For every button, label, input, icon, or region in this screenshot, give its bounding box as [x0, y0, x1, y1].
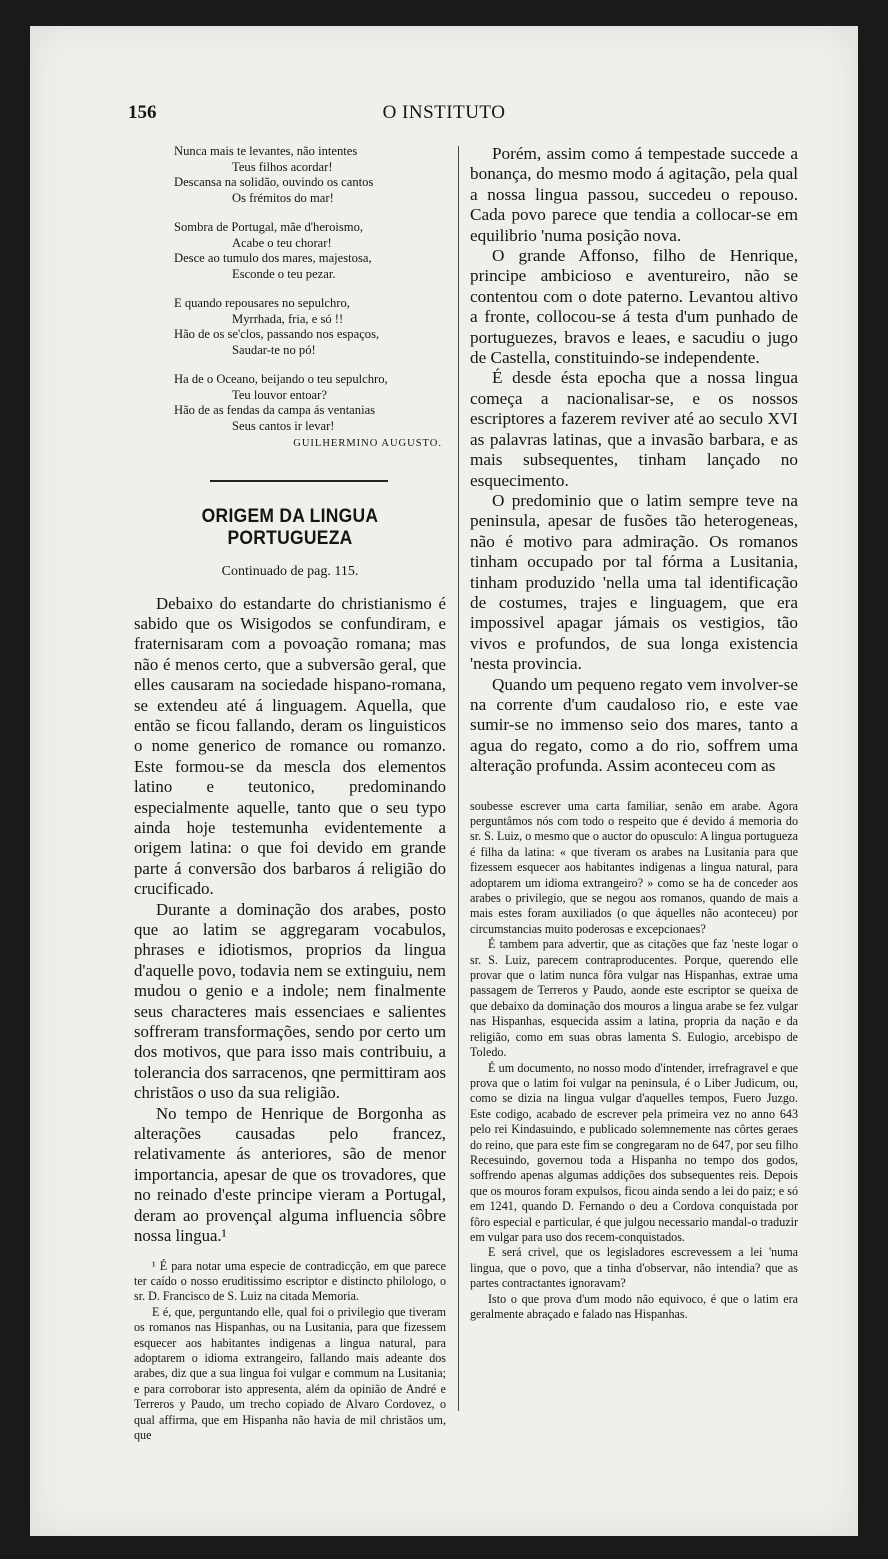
footnote: É um documento, no nosso modo d'intender, irrefragravel e que prova que o latim foi vulgar na peninsula, é o Liber Judicum, ou, como se dizia na lingua vulgar d'aquelles tempos, Fuero Juzgo. Este codigo, acabado de escrever pela primeira vez no anno 643 pelo rei Kindasuindo, e publicado solemnemente nas côrtes geraes do reino, que para este fim se congregaram no de 647, por seu filho Recesuindo, governou toda a Hispanha no tempo dos godos, soffrendo apenas algumas addições dos subsequentes reis. Depois que os mouros foram expulsos, ficou ainda sendo a lei do paiz; e só em 1241, quando D. Fernando o deu a Cordova conquistada por fôro especial e particular, é que julgou necessario mandal-o traduzir em vulgar para uso dos recem-conquistados. — [470, 1060, 798, 1244]
paragraph: Porém, assim como á tempestade succede a bonança, do mesmo modo á agitação, pela qual a nossa lingua passou, succedeu o repouso. Cada povo parece que tendia a collocar-se em equilibrio 'numa posição nova. — [470, 144, 798, 245]
article-subtitle: Continuado de pag. 115. — [221, 563, 359, 579]
paragraph: Durante a dominação dos arabes, posto que ao latim se aggregaram vocabulos, phrases e idiotismos, proprios da lingua d'aquelle povo, todavia nem se extinguiu, nem mudou o genio e a indole; nem finalmente seus characteres mais essenciaes e salientes soffreram transformações, sendo por certo um dos motivos, que para isso mais contribuiu, a tolerancia dos sarracenos, qne permittiram aos christãos o uso da sua religião. — [134, 899, 446, 1103]
footnote: É tambem para advertir, que as citações que faz 'neste logar o sr. S. Luiz, parecem contraproducentes. Porque, querendo elle provar que o latim nunca fôra vulgar nas Hispanhas, extrae uma passagem de Terreros y Paudo, aonde este escriptor se queixa de que debaixo da dominação dos mouros a lingua arabe se fez vulgar nas Hispanhas, esquecida assim a latina, propria da nação e da religião, como em suas obras lamenta S. Eulogio, arcebispo de Toledo. — [470, 937, 798, 1060]
poem-line: Hão de os se'clos, passando nos espaços, — [174, 327, 380, 341]
paragraph: No tempo de Henrique de Borgonha as alterações causadas pelo francez, relativamente ás anteriores, são de menor importancia, apesar de que os trovadores, que no reinado d'este principe vieram a Portugal, deram ao provençal alguma influencia sôbre nossa lingua.¹ — [134, 1103, 446, 1246]
poem-stanza — [174, 296, 446, 358]
footnotes-left — [134, 1259, 446, 1444]
poem-line: Myrrhada, fria, e só !! — [232, 311, 344, 326]
right-column — [470, 144, 798, 1322]
poem-line: Ha de o Oceano, beijando o teu sepulchro, — [174, 372, 388, 386]
paragraph: Debaixo do estandarte do christianismo é sabido que os Wisigodos se confundiram, e fraternisaram com a povoação romana; mas não é menos certo, que a subversão geral, que elles causaram na sociedade hispano-romana, se extendeu até á linguagem. Aquella, que então se ficou fallando, deram os linguisticos o nome generico de romance ou romanzo. Este formou-se da mescla dos elementos latino e teutonico, predominando especialmente aquelle, tanto que o seu typo ainda hoje testemunha evidentemente a origem latina: o que foi devido em grande parte á conversão dos barbaros á religião do crucificado. — [134, 593, 446, 899]
poem-line: Desce ao tumulo dos mares, majestosa, — [174, 251, 372, 265]
footnote: ¹ É para notar uma especie de contradicção, em que parece ter caído o nosso eruditissimo escriptor e distincto philologo, o sr. D. Francisco de S. Luiz na citada Memoria. — [134, 1258, 446, 1304]
section-rule — [210, 480, 388, 482]
poem-stanza — [174, 144, 446, 206]
poem-author: GUILHERMINO AUGUSTO. — [293, 438, 442, 449]
footnotes-right — [470, 799, 798, 1323]
poem-line: Saudar-te no pó! — [232, 342, 316, 357]
poem-line: E quando repousares no sepulchro, — [174, 296, 350, 310]
paragraph: O predominio que o latim sempre teve na peninsula, apesar de fusões tão heterogeneas, não é motivo para admiração. Os romanos tinham occupado por tal fórma a Lusitania, tinham produzido 'nella uma tal identificação de costumes, trajes e linguagem, que era impossivel apagar jámais os vestigios, tão vivos e profundos, de sua longa existencia 'nesta provincia. — [470, 490, 798, 674]
poem — [174, 144, 446, 452]
poem-line: Teus filhos acordar! — [232, 159, 333, 174]
poem-stanza — [174, 220, 446, 282]
poem-line: Esconde o teu pezar. — [232, 266, 336, 281]
footnote: soubesse escrever uma carta familiar, senão em arabe. Agora perguntâmos nós com todo o respeito que é devido á memoria do sr. S. Luiz, o mesmo que o auctor do opusculo: A lingua portugueza é filha da latina: « que tiveram os arabes na Lusitania para que fizessem esquecer aos habitantes indigenas a lingua natural, para adoptarem um idioma extrangeiro? » como se ha de conceder aos arabes o privilegio, que se negou aos romanos, quando de mais a mais estes foram auxiliados (o que áquelles não aconteceu) por circumstancias muito poderosas e excepcionaes? — [470, 798, 798, 936]
poem-line: Sombra de Portugal, mãe d'heroismo, — [174, 220, 364, 234]
column-divider — [458, 146, 459, 1411]
poem-line: Hão de as fendas da campa ás ventanias — [174, 403, 376, 417]
poem-line: Nunca mais te levantes, não intentes — [174, 144, 358, 158]
footnote: E será crivel, que os legisladores escrevessem a lei 'numa lingua, que o povo, que a tinha d'observar, não intendia? que as partes contractantes ignoravam? — [470, 1245, 798, 1291]
paragraph: É desde ésta epocha que a nossa lingua começa a nacionalisar-se, e os nossos escriptores a fazerem reviver até ao seculo XVI as palavras latinas, que a invasão barbara, e as mais subsequentes, tinham lançado no esquecimento. — [470, 368, 798, 490]
poem-line: Teu louvor entoar? — [232, 387, 327, 402]
poem-line: Descansa na solidão, ouvindo os cantos — [174, 175, 374, 189]
article-body-left — [134, 594, 446, 1247]
paragraph: O grande Affonso, filho de Henrique, principe ambicioso e aventureiro, não se contentou com o dote paterno. Levantou altivo a fronte, collocou-se á testa d'um punhado de portuguezes, bravos e leaes, e sacudiu o jugo de Castella, constituindo-se independente. — [470, 246, 798, 368]
poem-line: Os frémitos do mar! — [232, 190, 334, 205]
poem-stanza — [174, 372, 446, 434]
newspaper-page — [30, 26, 858, 1536]
paragraph: Quando um pequeno regato vem involver-se na corrente d'um caudaloso rio, e este vae sumir-se no immenso seio dos mares, tanto a agua do regato, como a do rio, soffrem uma alteração profunda. Assim aconteceu com as — [470, 674, 798, 776]
footnote: Isto o que prova d'um modo não equivoco, é que o latim era geralmente abraçado e falado nas Hispanhas. — [470, 1291, 798, 1321]
poem-line: Acabe o teu chorar! — [232, 235, 332, 250]
article-title: ORIGEM DA LINGUA PORTUGUEZA — [201, 505, 379, 549]
poem-line: Seus cantos ir levar! — [232, 418, 335, 433]
left-column — [134, 144, 446, 1443]
page-number: 156 — [128, 102, 157, 123]
article-body-right — [470, 144, 798, 777]
footnote: E é, que, perguntando elle, qual foi o privilegio que tiveram os romanos nas Hispanhas, ou na Lusitania, para que fizessem esquecer aos habitantes indigenas a lingua natural, para adoptarem o idioma extrangeiro, fallando mais adeante dos arabes, diz que a sua lingua foi vulgar e commum na Lusitania; e para corroborar isto appresenta, além da opinião de André e Terreros y Paudo, um trecho copiado de Alvaro Cordovez, o qual affirma, que em Hispanha não havia de mil christãos um, que — [134, 1304, 446, 1442]
page-header — [30, 102, 858, 132]
journal-title: O INSTITUTO — [382, 102, 506, 123]
